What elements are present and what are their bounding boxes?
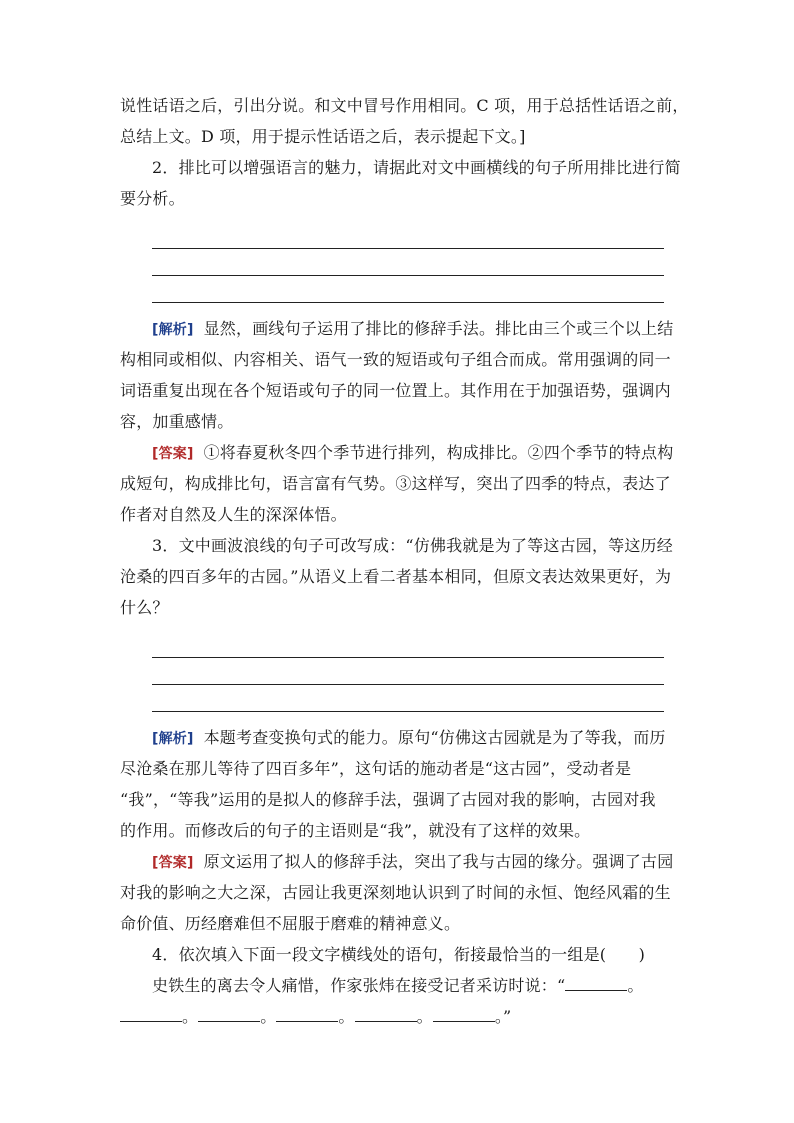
fill-blank[interactable] bbox=[276, 1003, 338, 1022]
answer-line: 成短句，构成排比句，语言富有气势。③这样写，突出了四季的特点，表达了 bbox=[120, 474, 671, 493]
period: 。 bbox=[494, 1007, 504, 1026]
answer-line: 作者对自然及人生的深深体悟。 bbox=[120, 505, 347, 524]
analysis-line bbox=[120, 722, 676, 753]
period: 。 bbox=[182, 1007, 199, 1026]
question-4-passage bbox=[120, 970, 676, 1001]
answer-blank-line[interactable] bbox=[120, 631, 676, 658]
answer-blank-line[interactable] bbox=[120, 658, 676, 685]
analysis-line: 尽沧桑在那儿等待了四百多年”，这句话的施动者是“这古园”，受动者是 bbox=[120, 759, 632, 778]
analysis-tag: [解析] bbox=[152, 731, 194, 747]
fill-blank[interactable] bbox=[433, 1003, 495, 1022]
question-4-blanks bbox=[120, 1001, 676, 1032]
answer-line: 对我的影响之大之深，古园让我更深刻地认识到了时间的永恒、饱经风霜的生 bbox=[120, 883, 671, 902]
question-3-line: 什么？ bbox=[120, 598, 169, 617]
question-3-line: 沧桑的四百多年的古园。”从语义上看二者基本相同，但原文表达效果更好，为 bbox=[120, 567, 672, 586]
answer-blank-line[interactable] bbox=[120, 222, 676, 249]
answer-text: ①将春夏秋冬四个季节进行排列，构成排比。②四个季节的特点构 bbox=[203, 443, 674, 462]
close-quote: ” bbox=[503, 1007, 512, 1026]
question-2-line: 要分析。 bbox=[120, 189, 185, 208]
analysis-line: 词语重复出现在各个短语或句子的同一位置上。其作用在于加强语势，强调内 bbox=[120, 381, 671, 400]
question-2-line: 2．排比可以增强语言的魅力，请据此对文中画横线的句子所用排比进行简 bbox=[152, 158, 681, 177]
fill-blank[interactable] bbox=[565, 972, 627, 991]
analysis-line: “我”，“等我”运用的是拟人的修辞手法，强调了古园对我的影响，古园对我 bbox=[120, 790, 656, 809]
period: 。 bbox=[338, 1007, 355, 1026]
answer-line bbox=[120, 437, 676, 468]
analysis-line: 构相同或相似、内容相关、语气一致的短语或句子组合而成。常用强调的同一 bbox=[120, 350, 671, 369]
period: 。 bbox=[416, 1007, 433, 1026]
answer-text: 原文运用了拟人的修辞手法，突出了我与古园的缘分。强调了古园 bbox=[203, 852, 674, 871]
question-3-line: 3．文中画波浪线的句子可改写成：“仿佛我就是为了等这古园，等这历经 bbox=[152, 536, 673, 555]
analysis-line: 容，加重感情。 bbox=[120, 412, 234, 431]
answer-line bbox=[120, 846, 676, 877]
document-page bbox=[120, 90, 689, 1032]
period: 。 bbox=[260, 1007, 277, 1026]
answer-blank-line[interactable] bbox=[120, 276, 676, 303]
answer-tag: [答案] bbox=[152, 446, 194, 462]
passage-text: 史铁生的离去令人痛惜，作家张炜在接受记者采访时说：“ bbox=[152, 976, 566, 995]
answer-tag: [答案] bbox=[152, 855, 194, 871]
question-4-line: 4．依次填入下面一段文字横线处的语句，衔接最恰当的一组是( ) bbox=[152, 945, 646, 964]
fill-blank[interactable] bbox=[355, 1003, 417, 1022]
text-line: 说性话语之后，引出分说。和文中冒号作用相同。C 项，用于总括性话语之前， bbox=[120, 96, 689, 115]
analysis-line: 的作用。而修改后的句子的主语则是“我”，就没有了这样的效果。 bbox=[120, 821, 591, 840]
text-line: 总结上文。D 项，用于提示性话语之后，表示提起下文。] bbox=[120, 127, 526, 146]
answer-line: 命价值、历经磨难但不屈服于磨难的精神意义。 bbox=[120, 914, 461, 933]
fill-blank[interactable] bbox=[120, 1003, 182, 1022]
analysis-text: 显然，画线句子运用了排比的修辞手法。排比由三个或三个以上结 bbox=[203, 319, 674, 338]
analysis-text: 本题考查变换句式的能力。原句“仿佛这古园就是为了等我，而历 bbox=[203, 728, 666, 747]
answer-blank-line[interactable] bbox=[120, 249, 676, 276]
analysis-tag: [解析] bbox=[152, 322, 194, 338]
fill-blank[interactable] bbox=[198, 1003, 260, 1022]
analysis-line bbox=[120, 313, 676, 344]
answer-blank-line[interactable] bbox=[120, 685, 676, 712]
period: 。 bbox=[627, 976, 644, 995]
